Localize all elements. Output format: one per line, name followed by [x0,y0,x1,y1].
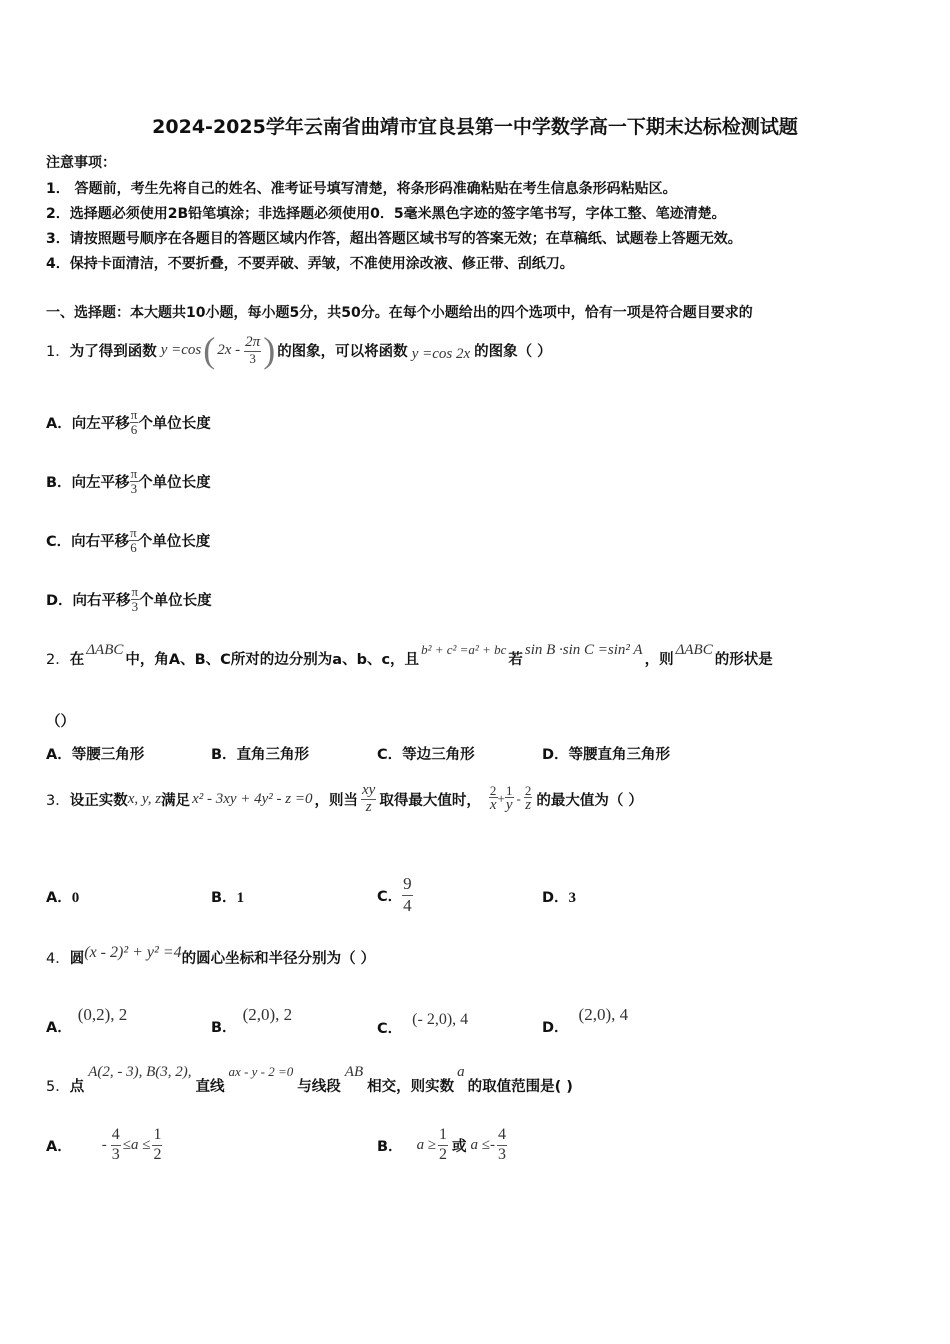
formula-y-cos: y =cos [160,341,202,358]
question-number: 4． [46,951,70,967]
q3-option-a[interactable]: A．0 [46,890,80,906]
fraction: $\frac{4}{3}$ [498,1126,507,1163]
question-3: 3． 设正实数 x, y, z 满足 x² - 3xy + 4y² - z =0 ，则当 $\frac{xy}{z}$ 取得最大值时， $\frac{2}{x}$ + $\frac{1}{y}$ - $\frac{2}{z}$ 的最大值为（ ） [46,781,643,815]
fraction: $\frac{\pi}{3}$ [130,466,138,496]
question-5: 5．点A(2, - 3), B(3, 2),直线ax - y - 2 =0与线段AB相交，则实数a的取值范围是( ) [46,1064,573,1095]
q1-option-c[interactable]: C． 向右平移 $\frac{\pi}{6}$ 个单位长度 [46,525,211,555]
fraction: $\frac{1}{y}$ [505,782,513,814]
q4-option-c[interactable]: C．(- 2,0), 4 [377,1011,469,1037]
fraction: $\frac{2}{z}$ [524,782,532,814]
fraction: $\frac{1}{2}$ [439,1126,448,1163]
formula-inner: 2x - [217,341,241,358]
q3-option-d[interactable]: D．3 [542,890,577,906]
question-2-paren: （） [46,714,75,730]
q1-option-d[interactable]: D． 向右平移 $\frac{\pi}{3}$ 个单位长度 [46,584,212,614]
segment-ab: AB [344,1064,364,1080]
fraction: $\frac{1}{2}$ [153,1126,162,1163]
q3-option-b[interactable]: B．1 [211,890,245,906]
fraction: $\frac{4}{3}$ [111,1126,120,1163]
notice-heading: 注意事项： [46,155,116,171]
question-number: 3． [46,792,70,809]
notice-item-4: 4．保持卡面清洁，不要折叠，不要弄破、弄皱，不准使用涂改液、修正带、刮纸刀。 [46,256,574,272]
page-title: 2024-2025学年云南省曲靖市宜良县第一中学数学高一下期末达标检测试题 [152,116,798,138]
question-text: 为了得到函数 [69,343,157,360]
q4-option-b[interactable]: B．(2,0), 2 [211,1005,293,1036]
fraction: $\frac{\pi}{6}$ [130,407,138,437]
equation-sines: sin B ·sin C =sin² A [524,642,643,658]
q1-option-a[interactable]: A． 向左平移 $\frac{\pi}{6}$ 个单位长度 [46,407,211,437]
q4-option-d[interactable]: D．(2,0), 4 [542,1005,629,1036]
q4-option-a[interactable]: A．(0,2), 2 [46,1005,128,1036]
fraction: $\frac{2\pi}{3}$ [245,333,261,366]
fraction: $\frac{\pi}{3}$ [131,584,139,614]
q2-option-d[interactable]: D．等腰直角三角形 [542,747,671,763]
fraction: $\frac{2}{x}$ [489,782,497,814]
question-number: 1． [46,343,70,360]
q5-option-a[interactable]: A． - $\frac{4}{3}$ ≤a ≤ $\frac{1}{2}$ [46,1126,162,1163]
notice-item-2: 2．选择题必须使用2B铅笔填涂；非选择题必须使用0．5毫米黑色字迹的签字笔书写，字体工整、笔迹清楚。 [46,206,726,222]
q2-option-c[interactable]: C．等边三角形 [377,747,475,763]
notice-item-3: 3．请按照题号顺序在各题目的答题区域内作答，超出答题区域书写的答案无效；在草稿纸、试题卷上答题无效。 [46,231,742,247]
variables: x, y, z [127,790,162,807]
question-text: 的图象（ ） [474,343,552,360]
fraction: $\frac{\pi}{6}$ [130,525,137,555]
formula-y-cos2x: y =cos 2x [411,345,471,362]
points-ab: A(2, - 3), B(3, 2), [88,1064,192,1080]
q1-option-b[interactable]: B． 向左平移 $\frac{\pi}{3}$ 个单位长度 [46,466,211,496]
line-equation: ax - y - 2 =0 [228,1064,294,1079]
variable-a: a [457,1064,465,1080]
question-1 [46,328,552,372]
q3-option-c[interactable]: C． $\frac{9}{4}$ [377,874,412,915]
question-number: 5． [46,1079,70,1095]
section-heading: 一、选择题：本大题共10小题，每小题5分，共50分。在每个小题给出的四个选项中，恰有一项是符合题目要求的 [46,305,753,321]
question-text: 的图象，可以将函数 [277,343,408,360]
q2-option-a[interactable]: A．等腰三角形 [46,747,145,763]
equation-constraint: x² - 3xy + 4y² - z =0 [192,790,313,807]
question-4: 4．圆(x - 2)² + y² =4的圆心坐标和半径分别为（ ） [46,944,376,967]
q2-option-b[interactable]: B．直角三角形 [211,747,310,763]
triangle-abc: ΔABC [675,642,713,658]
right-paren: ) [263,330,276,370]
notice-item-1: 1． 答题前，考生先将自己的姓名、准考证号填写清楚，将条形码准确粘贴在考生信息条形码粘贴区。 [46,181,677,197]
q5-option-b[interactable]: B． a ≥ $\frac{1}{2}$ 或 a ≤- $\frac{4}{3}$ [377,1126,507,1163]
left-paren: ( [203,330,216,370]
circle-equation: (x - 2)² + y² =4 [84,944,182,961]
equation-sides: b² + c² =a² + bc [421,642,507,657]
triangle-abc: ΔABC [86,642,124,658]
question-number: 2． [46,652,70,668]
fraction: $\frac{9}{4}$ [403,874,412,915]
question-2: 2．在ΔABC中，角A、B、C所对的边分别为a、b、c，且b² + c² =a² + bc若sin B ·sin C =sin² A，则ΔABC的形状是 [46,642,773,668]
fraction-xy-z: $\frac{xy}{z}$ [362,781,376,815]
